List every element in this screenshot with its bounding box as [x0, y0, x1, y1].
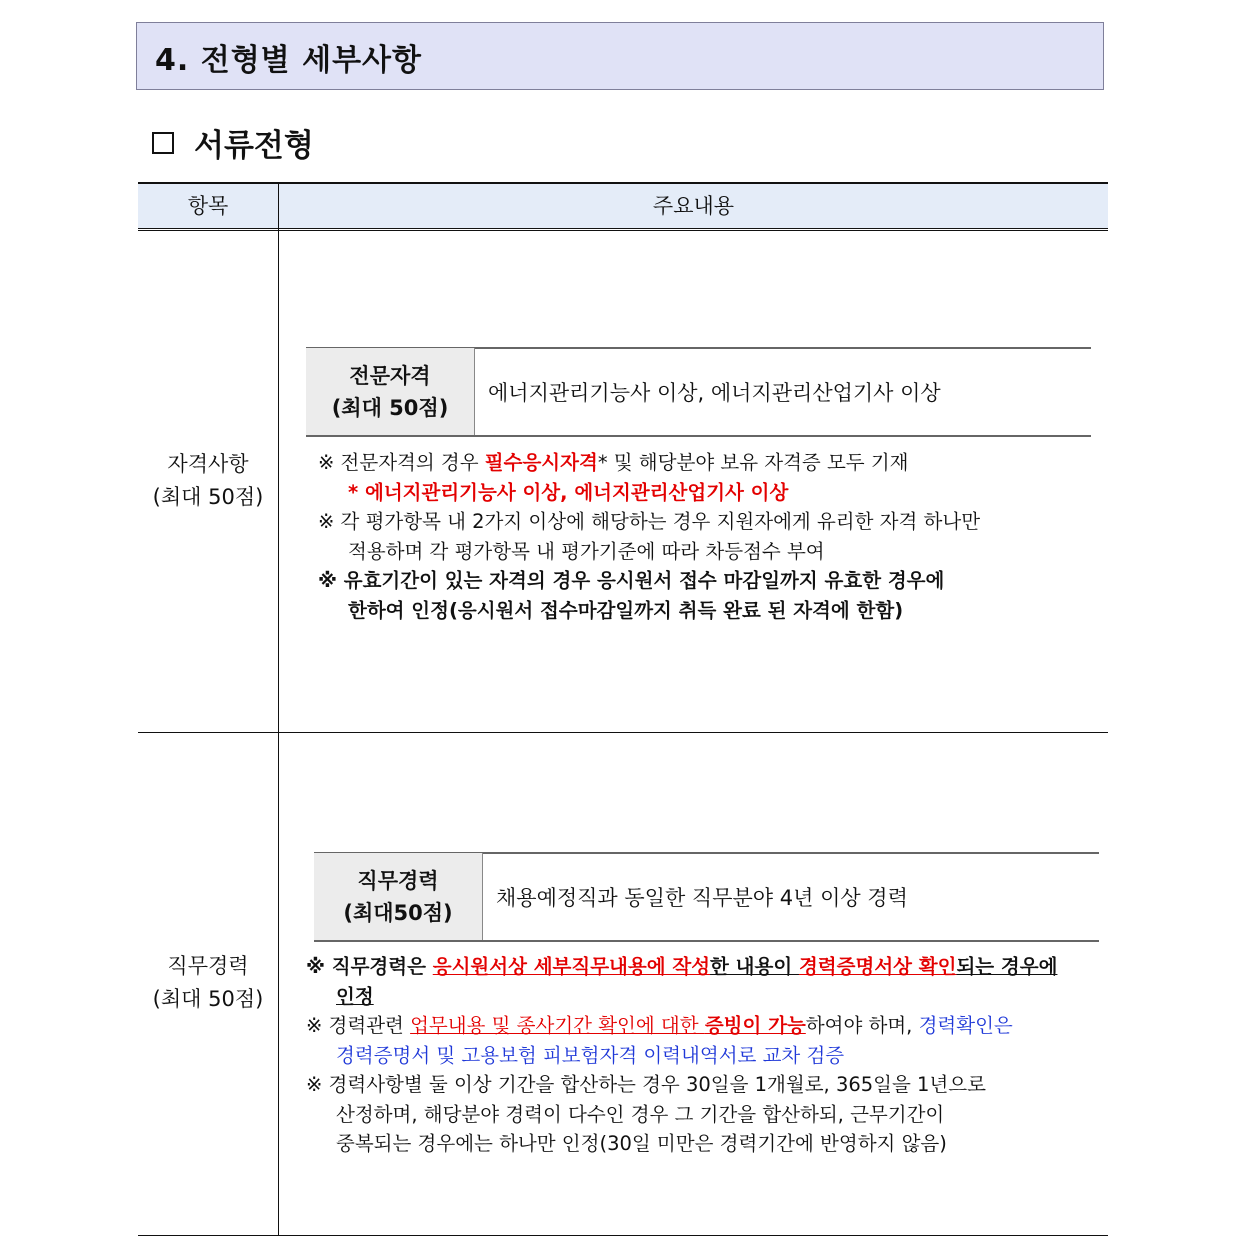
note-text: ※ 전문자격의 경우 — [318, 451, 485, 474]
header-content: 주요내용 — [652, 194, 735, 218]
column-divider — [278, 184, 279, 1236]
notes-qualification — [318, 448, 980, 625]
row-label-line1: 자격사항 — [167, 452, 249, 476]
inner-bottom-rule — [306, 435, 1091, 437]
note-line: ※ 경력사항별 둘 이상 기간을 합산하는 경우 30일을 1개월로, 365일을 1년으로 — [306, 1073, 986, 1096]
row-label-line2: (최대 50점) — [152, 485, 264, 509]
checkbox-icon — [152, 132, 174, 154]
note-highlight: 증빙이 가능 — [704, 1014, 806, 1037]
note-line: 인정 — [336, 984, 374, 1008]
note-text: ※ 직무경력은 — [306, 955, 433, 978]
notes-experience — [306, 952, 1057, 1159]
note-line: 적용하며 각 평가항목 내 평가기준에 따라 차등점수 부여 — [348, 539, 825, 563]
section-title: 4. 전형별 세부사항 — [155, 43, 423, 78]
note-line: 중복되는 경우에는 하나만 인정(30일 미만은 경력기간에 반영하지 않음) — [336, 1132, 947, 1155]
subsection-title: 서류전형 — [194, 128, 314, 164]
inner-label-line1: 전문자격 — [349, 363, 431, 388]
note-highlight: 응시원서상 세부직무내용에 작성 — [432, 955, 711, 978]
note-text: 되는 경우에 — [956, 955, 1058, 978]
note-text: * 및 해당분야 보유 자격증 모두 기재 — [597, 451, 909, 474]
note-text: ※ 경력관련 — [306, 1014, 411, 1037]
note-line: ※ 유효기간이 있는 자격의 경우 응시원서 접수 마감일까지 유효한 경우에 — [318, 569, 945, 592]
inner-label — [306, 348, 475, 435]
note-line — [318, 448, 980, 478]
inner-table-experience — [314, 852, 1099, 942]
row-label-experience — [138, 950, 278, 1016]
note-text: 한 내용이 — [710, 955, 799, 978]
inner-label-line2: (최대 50점) — [331, 395, 449, 420]
inner-label-line1: 직무경력 — [357, 868, 439, 893]
note-highlight: 경력증명서상 확인 — [798, 955, 957, 978]
row-label-line2: (최대 50점) — [152, 987, 264, 1011]
row-label-qualification — [138, 448, 278, 514]
inner-label — [314, 853, 483, 940]
inner-value: 에너지관리기능사 이상, 에너지관리산업기사 이상 — [488, 380, 941, 405]
note-line: 산정하며, 해당분야 경력이 다수인 경우 그 기간을 합산하되, 근무기간이 — [336, 1102, 945, 1126]
row-label-line1: 직무경력 — [167, 954, 249, 978]
subsection-heading — [152, 120, 314, 165]
note-line — [306, 1011, 1057, 1041]
note-line: * 에너지관리기능사 이상, 에너지관리산업기사 이상 — [348, 480, 789, 504]
evaluation-table — [138, 182, 1108, 1236]
note-line: 한하여 인정(응시원서 접수마감일까지 취득 완료 된 자격에 한함) — [348, 598, 904, 622]
note-highlight: 필수응시자격 — [484, 451, 598, 474]
note-line: ※ 각 평가항목 내 2가지 이상에 해당하는 경우 지원자에게 유리한 자격 하나만 — [318, 510, 981, 533]
note-highlight: 업무내용 및 종사기간 확인에 대한 — [410, 1014, 705, 1037]
note-text: 하여야 하며, — [805, 1014, 919, 1037]
header-item: 항목 — [187, 194, 229, 218]
note-line: 경력증명서 및 고용보험 피보험자격 이력내역서로 교차 검증 — [336, 1043, 845, 1067]
note-line — [306, 952, 1057, 982]
row-divider — [138, 732, 1108, 733]
note-highlight-blue: 경력확인은 — [918, 1014, 1013, 1037]
inner-table-qualification — [306, 347, 1091, 437]
header-double-rule — [138, 228, 1108, 231]
table-bottom-rule — [138, 1235, 1108, 1236]
section-banner — [136, 22, 1104, 90]
inner-value: 채용예정직과 동일한 직무분야 4년 이상 경력 — [496, 885, 908, 910]
inner-label-line2: (최대50점) — [343, 900, 453, 925]
inner-bottom-rule — [314, 940, 1099, 942]
